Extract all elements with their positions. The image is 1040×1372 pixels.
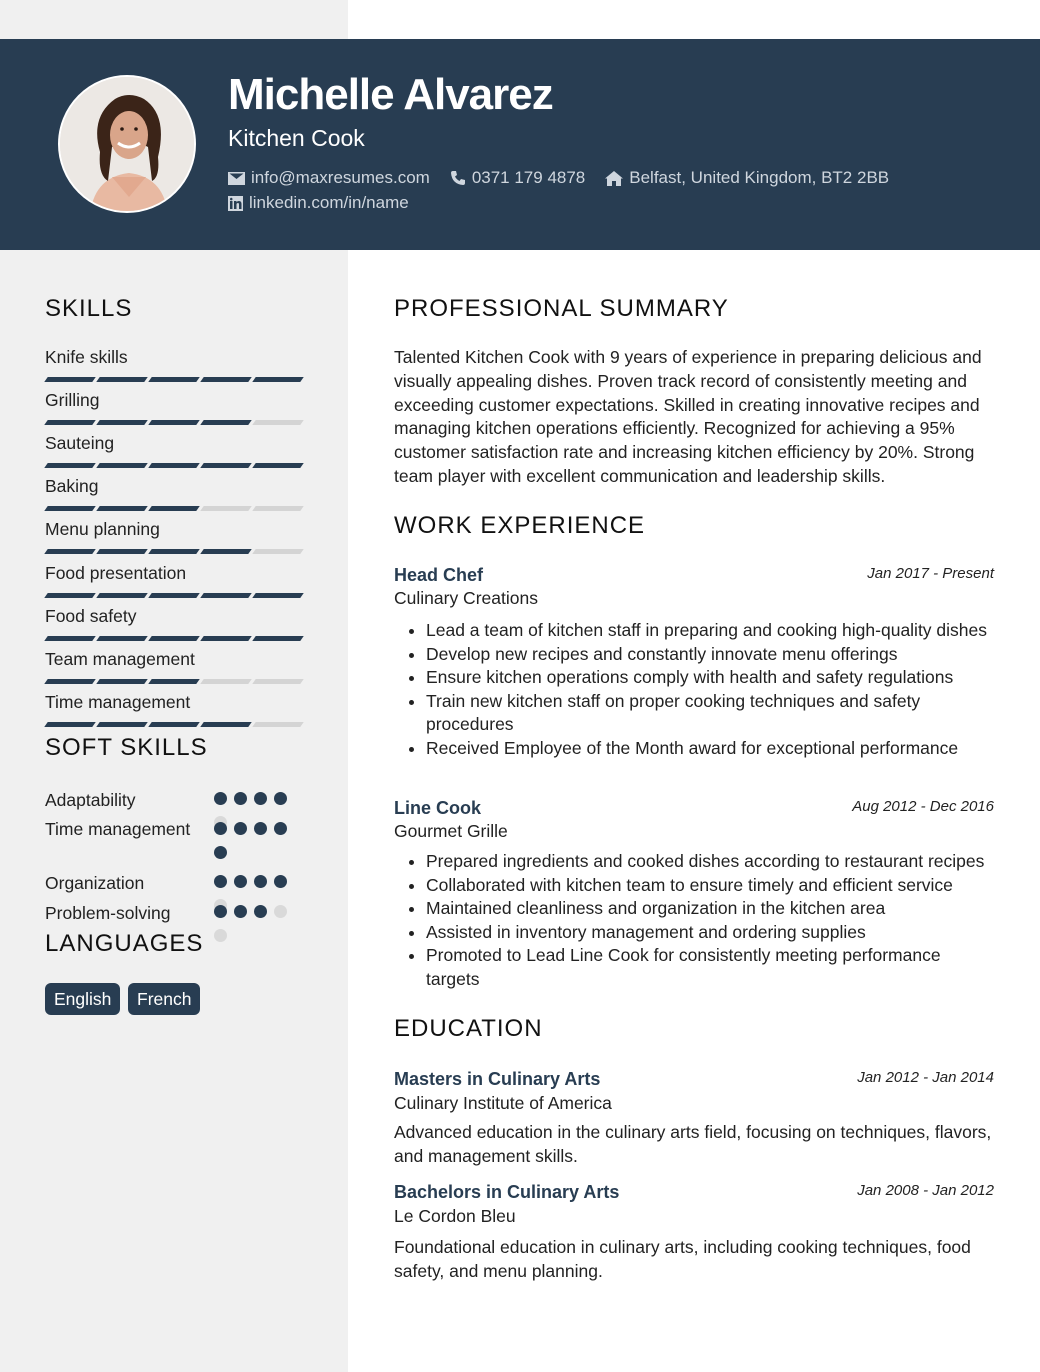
skill-level-segment [252, 420, 304, 425]
skill-level-segment [252, 506, 304, 511]
skill-level-segment [44, 722, 96, 727]
rating-dot [254, 822, 267, 835]
skill-item [45, 433, 305, 454]
skill-level-segment [252, 722, 304, 727]
job-bullet: Train new kitchen staff on proper cooking techniques and safety procedures [426, 690, 996, 737]
edu-dates: Jan 2008 - Jan 2012 [857, 1182, 994, 1199]
skill-level-segment [148, 420, 200, 425]
soft-skill-label: Problem-solving [45, 903, 171, 923]
skill-label: Knife skills [45, 347, 128, 367]
skill-level-segment [148, 593, 200, 598]
language-badge-french: French [128, 983, 200, 1015]
skill-level-segment [148, 722, 200, 727]
skill-label: Food presentation [45, 562, 187, 583]
skill-item [45, 563, 305, 584]
skill-item [45, 649, 305, 670]
soft-skill-label: Adaptability [45, 790, 136, 810]
job-bullet: Received Employee of the Month award for exceptional performance [426, 737, 996, 761]
edu-school: Le Cordon Bleu [394, 1206, 516, 1226]
edu-degree: Bachelors in Culinary Arts [394, 1182, 620, 1202]
skill-label: Menu planning [45, 519, 160, 540]
rating-dot [274, 822, 287, 835]
job-bullets [426, 850, 996, 992]
linkedin-text: linkedin.com/in/name [249, 193, 409, 212]
rating-dot [234, 875, 247, 888]
soft-skill-label: Time management [45, 819, 191, 839]
resume-header [0, 39, 1040, 250]
skill-item [45, 476, 305, 497]
job-role: Head Chef [394, 565, 484, 585]
contact-row-2 [228, 193, 429, 213]
skill-level-segment [44, 679, 96, 684]
rating-dot [214, 846, 227, 859]
skill-level-segment [200, 679, 252, 684]
rating-dot [254, 792, 267, 805]
skill-level-segment [200, 549, 252, 554]
skill-label: Baking [45, 476, 99, 497]
skill-level-segment [252, 549, 304, 554]
skill-level-bar [46, 377, 306, 382]
skill-level-bar [46, 679, 306, 684]
job-dates: Jan 2017 - Present [867, 565, 994, 582]
skill-level-segment [252, 679, 304, 684]
skill-level-bar [46, 722, 306, 727]
skill-level-segment [200, 377, 252, 382]
skill-level-segment [96, 420, 148, 425]
rating-dot [254, 905, 267, 918]
job-bullet: Lead a team of kitchen staff in preparing and cooking high-quality dishes [426, 619, 996, 643]
rating-dot [214, 929, 227, 942]
contact-phone[interactable] [450, 168, 585, 188]
job-bullets [426, 619, 996, 761]
job-dates: Aug 2012 - Dec 2016 [852, 798, 994, 815]
skill-level-segment [252, 463, 304, 468]
rating-dot [274, 792, 287, 805]
candidate-name: Michelle Alvarez [228, 70, 553, 119]
language-badge-english: English [45, 983, 120, 1015]
skill-level-bar [46, 463, 306, 468]
rating-dot [254, 875, 267, 888]
contact-row-1 [228, 168, 909, 188]
skill-level-segment [96, 679, 148, 684]
soft-skill-label: Organization [45, 873, 145, 893]
candidate-title: Kitchen Cook [228, 125, 365, 151]
skill-level-segment [148, 377, 200, 382]
skill-level-segment [148, 679, 200, 684]
job-bullet: Maintained cleanliness and organization in the kitchen area [426, 897, 996, 921]
contact-linkedin[interactable] [228, 193, 409, 213]
rating-dot [274, 875, 287, 888]
edu-description: Advanced education in the culinary arts field, focusing on techniques, flavors, and management skills. [394, 1122, 992, 1166]
skill-label: Grilling [45, 390, 100, 411]
rating-dot [214, 792, 227, 805]
rating-dot [234, 905, 247, 918]
skill-item [45, 606, 305, 627]
job-bullet: Develop new recipes and constantly innovate menu offerings [426, 643, 996, 667]
skill-level-segment [44, 636, 96, 641]
phone-text: 0371 179 4878 [471, 168, 586, 187]
skill-item [45, 390, 305, 411]
skill-level-segment [252, 593, 304, 598]
edu-description: Foundational education in culinary arts, including cooking techniques, food safety, and menu planning. [394, 1237, 971, 1281]
skill-label: Team management [45, 648, 195, 669]
job-company: Culinary Creations [394, 588, 538, 608]
skill-level-segment [200, 463, 252, 468]
summary-heading: PROFESSIONAL SUMMARY [394, 295, 729, 322]
skill-level-segment [96, 593, 148, 598]
job-company: Gourmet Grille [394, 821, 508, 841]
skill-level-segment [96, 377, 148, 382]
skill-level-bar [46, 636, 306, 641]
job-bullet: Prepared ingredients and cooked dishes according to restaurant recipes [426, 850, 996, 874]
skill-level-segment [200, 722, 252, 727]
skill-level-segment [200, 506, 252, 511]
skill-label: Sauteing [45, 433, 115, 454]
skill-label: Food safety [45, 605, 137, 626]
skill-level-segment [200, 636, 252, 641]
experience-heading: WORK EXPERIENCE [394, 512, 646, 539]
job-bullet: Assisted in inventory management and ordering supplies [426, 921, 996, 945]
job-bullet: Promoted to Lead Line Cook for consistently meeting performance targets [426, 944, 996, 991]
skill-level-segment [96, 506, 148, 511]
skills-heading: SKILLS [45, 295, 133, 322]
linkedin-icon [228, 196, 243, 211]
email-text: info@maxresumes.com [251, 168, 430, 187]
job-role: Line Cook [394, 798, 482, 818]
edu-degree: Masters in Culinary Arts [394, 1069, 601, 1089]
skill-item [45, 347, 305, 368]
home-icon [605, 171, 623, 186]
soft-skills-heading: SOFT SKILLS [45, 734, 208, 761]
address-text: Belfast, United Kingdom, BT2 2BB [629, 168, 890, 187]
rating-dot [214, 905, 227, 918]
contact-address [605, 168, 889, 188]
education-heading: EDUCATION [394, 1015, 543, 1042]
skill-level-segment [44, 377, 96, 382]
skill-level-segment [148, 636, 200, 641]
job-bullet: Ensure kitchen operations comply with health and safety regulations [426, 666, 996, 690]
skill-level-segment [200, 420, 252, 425]
rating-dot [234, 822, 247, 835]
languages-heading: LANGUAGES [45, 930, 204, 957]
skill-level-segment [148, 506, 200, 511]
skill-level-bar [46, 420, 306, 425]
edu-dates: Jan 2012 - Jan 2014 [857, 1069, 994, 1086]
skill-level-bar [46, 506, 306, 511]
skill-level-segment [96, 636, 148, 641]
summary-text: Talented Kitchen Cook with 9 years of experience in preparing delicious and visually appealing dishes. Proven track record of consistently meeting and exceeding customer expectations. Skilled in creating innovative recipes and managing kitchen operations efficiently. Recognized for achieving a 95% customer satisfaction rate and increasing kitchen efficiency by 20%. Strong team player with excellent communication and leadership skills. [394, 347, 982, 486]
rating-dot [214, 875, 227, 888]
skill-level-segment [148, 549, 200, 554]
skill-level-segment [44, 506, 96, 511]
skill-level-segment [44, 463, 96, 468]
skill-level-segment [96, 549, 148, 554]
rating-dot [214, 822, 227, 835]
phone-icon [450, 170, 466, 186]
skill-item [45, 519, 305, 540]
skill-level-segment [44, 593, 96, 598]
job-bullet: Collaborated with kitchen team to ensure timely and efficient service [426, 874, 996, 898]
skill-level-segment [252, 636, 304, 641]
skill-level-bar [46, 549, 306, 554]
skill-level-segment [44, 549, 96, 554]
skill-level-segment [96, 463, 148, 468]
skill-label: Time management [45, 691, 191, 712]
skill-level-segment [252, 377, 304, 382]
rating-dot [274, 905, 287, 918]
edu-school: Culinary Institute of America [394, 1093, 612, 1113]
skill-item [45, 692, 305, 713]
skill-level-bar [46, 593, 306, 598]
skill-level-segment [200, 593, 252, 598]
envelope-icon [228, 172, 245, 185]
contact-email[interactable] [228, 168, 430, 188]
skill-level-segment [44, 420, 96, 425]
avatar [58, 75, 196, 213]
skill-level-segment [148, 463, 200, 468]
rating-dot [234, 792, 247, 805]
skill-level-segment [96, 722, 148, 727]
